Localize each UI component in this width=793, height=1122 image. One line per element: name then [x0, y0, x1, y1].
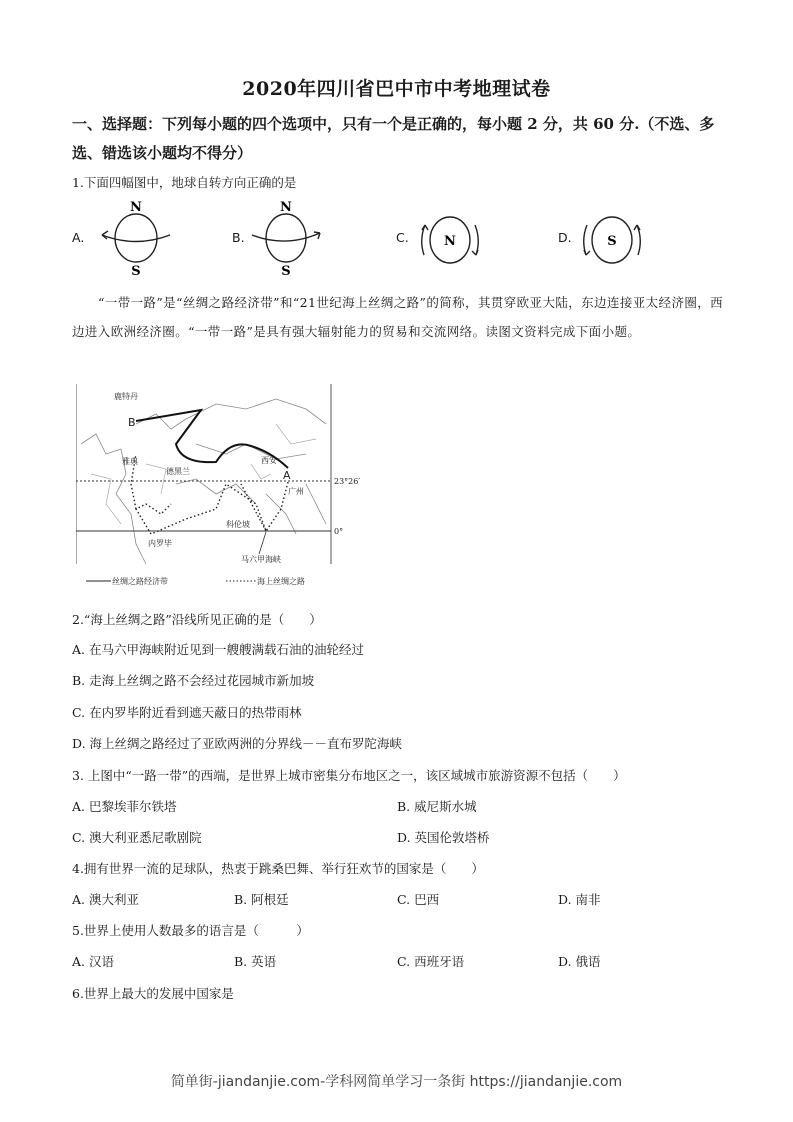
q3-option-d[interactable]: D. 英国伦敦塔桥 — [397, 830, 490, 845]
question-5-stem: 5.世界上使用人数最多的语言是（ ） — [72, 923, 309, 938]
svg-text:S: S — [607, 234, 617, 249]
svg-text:23°26′: 23°26′ — [334, 477, 360, 486]
svg-text:鹿特丹: 鹿特丹 — [114, 392, 138, 401]
svg-text:内罗毕: 内罗毕 — [148, 539, 172, 548]
svg-text:丝绸之路经济带: 丝绸之路经济带 — [112, 577, 168, 586]
globe-rotation-right-icon — [244, 198, 334, 278]
svg-text:广州: 广州 — [288, 487, 304, 496]
svg-text:N: N — [130, 200, 142, 215]
option-label: C. — [396, 230, 409, 245]
svg-text:N: N — [444, 234, 456, 249]
svg-text:0°: 0° — [334, 527, 344, 536]
svg-text:S: S — [131, 264, 141, 278]
question-4-stem: 4.拥有世界一流的足球队，热衷于跳桑巴舞、举行狂欢节的国家是（ ） — [72, 861, 484, 876]
svg-text:S: S — [281, 264, 291, 278]
q4-option-a[interactable]: A. 澳大利亚 — [72, 892, 139, 907]
page-footer-watermark: 简单街-jiandanjie.com-学科网简单学习一条街 https://jiandanjie.com — [170, 1074, 623, 1090]
q1-option-a[interactable] — [72, 198, 212, 278]
q5-option-d[interactable]: D. 俄语 — [558, 954, 601, 969]
q3-option-b[interactable]: B. 威尼斯水城 — [397, 799, 477, 814]
q2-option-a[interactable]: A. 在马六甲海峡附近见到一艘艘满载石油的油轮经过 — [72, 642, 364, 657]
q5-option-a[interactable]: A. 汉语 — [72, 954, 114, 969]
q3-option-c[interactable]: C. 澳大利亚悉尼歌剧院 — [72, 830, 202, 845]
q4-option-d[interactable]: D. 南非 — [558, 892, 601, 907]
option-label: D. — [558, 230, 572, 245]
section-heading: 一、选择题：下列每小题的四个选项中，只有一个是正确的，每小题 2 分，共 60 分.（不选、多选、错选该小题均不得分） — [72, 115, 715, 162]
question-6-stem: 6.世界上最大的发展中国家是 — [72, 986, 234, 1001]
globe-rotation-left-icon — [92, 198, 182, 278]
q4-option-b[interactable]: B. 阿根廷 — [234, 892, 289, 907]
q2-option-b[interactable]: B. 走海上丝绸之路不会经过花园城市新加坡 — [72, 673, 315, 688]
q2-option-c[interactable]: C. 在内罗毕附近看到遮天蔽日的热带雨林 — [72, 705, 302, 720]
svg-text:德黑兰: 德黑兰 — [166, 467, 190, 476]
question-3-stem: 3. 上图中“一路一带”的西端，是世界上城市密集分布地区之一，该区域城市旅游资源不包括（ ） — [72, 768, 626, 783]
option-label: B. — [232, 230, 245, 245]
svg-text:海上丝绸之路: 海上丝绸之路 — [257, 577, 305, 586]
q5-option-c[interactable]: C. 西班牙语 — [397, 954, 465, 969]
q4-option-c[interactable]: C. 巴西 — [397, 892, 440, 907]
svg-text:西安: 西安 — [261, 456, 277, 465]
q1-option-c[interactable] — [396, 210, 536, 270]
svg-text:科伦坡: 科伦坡 — [226, 520, 250, 529]
page-title: 2020年四川省巴中市中考地理试卷 — [242, 78, 551, 100]
q3-option-a[interactable]: A. 巴黎埃菲尔铁塔 — [72, 799, 177, 814]
pole-view-counterclockwise-icon — [572, 210, 652, 270]
pole-view-clockwise-icon — [410, 210, 490, 270]
svg-text:N: N — [280, 200, 292, 215]
question-1-stem: 1.下面四幅图中，地球自转方向正确的是 — [72, 175, 297, 190]
svg-text:雅典: 雅典 — [122, 457, 138, 466]
map-figure — [76, 384, 360, 589]
q2-option-d[interactable]: D. 海上丝绸之路经过了亚欧两洲的分界线－－直布罗陀海峡 — [72, 736, 403, 751]
belt-road-map — [76, 384, 360, 589]
svg-text:A: A — [283, 469, 291, 482]
option-label: A. — [72, 230, 85, 245]
question-2-stem: 2.“海上丝绸之路”沿线所见正确的是（ ） — [72, 612, 322, 627]
q5-option-b[interactable]: B. 英语 — [234, 954, 277, 969]
reading-passage: “一带一路”是“丝绸之路经济带”和“21世纪海上丝绸之路”的简称，其贯穿欧亚大陆，东边连接亚太经济圈，西边进入欧洲经济圈。“一带一路”是具有强大辐射能力的贸易和交流网络。读图文资料完成下面小题。 — [72, 295, 724, 339]
svg-text:B: B — [128, 416, 136, 429]
svg-text:马六甲海峡: 马六甲海峡 — [241, 555, 281, 564]
q1-option-b[interactable] — [232, 198, 372, 278]
q1-option-d[interactable] — [558, 210, 698, 270]
